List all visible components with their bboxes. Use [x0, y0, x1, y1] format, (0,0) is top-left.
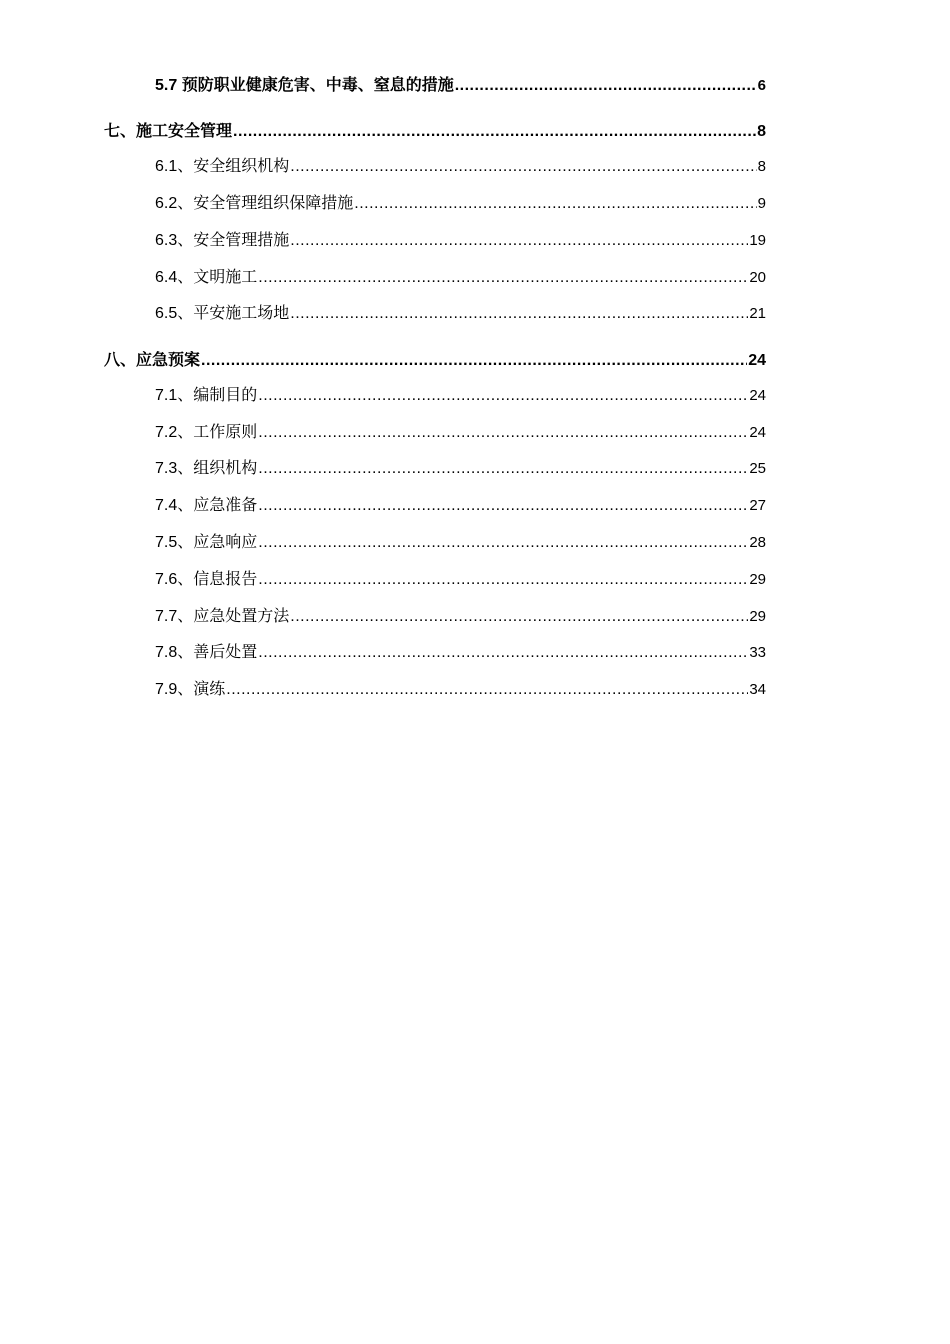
toc-entry-7-9[interactable] — [155, 678, 766, 700]
toc-page-number: 8 — [757, 158, 766, 175]
toc-page-number: 8 — [757, 123, 766, 140]
toc-entry-7-6[interactable] — [155, 568, 766, 590]
toc-page-number: 19 — [749, 232, 766, 249]
toc-dot-leader — [201, 350, 747, 372]
toc-entry-6-5[interactable] — [155, 302, 766, 324]
toc-page-number: 21 — [749, 305, 766, 322]
toc-dot-leader — [290, 230, 748, 252]
toc-entry-title: 八、应急预案 — [104, 350, 201, 369]
toc-entry-7-5[interactable] — [155, 531, 766, 553]
toc-entry-title: 7.3、组织机构 — [155, 458, 258, 477]
toc-dot-leader — [258, 642, 748, 664]
toc-entry-7-7[interactable] — [155, 605, 766, 627]
toc-dot-leader — [258, 267, 748, 289]
toc-entry-title: 7.2、工作原则 — [155, 422, 258, 441]
toc-entry-6-2[interactable] — [155, 192, 766, 214]
toc-entry-6-4[interactable] — [155, 266, 766, 288]
toc-page-number: 28 — [749, 534, 766, 551]
toc-dot-leader — [226, 679, 748, 701]
toc-dot-leader — [258, 532, 748, 554]
toc-entry-title: 6.1、安全组织机构 — [155, 156, 290, 175]
toc-page-number: 24 — [749, 387, 766, 404]
toc-entry-title: 7.7、应急处置方法 — [155, 606, 290, 625]
toc-entry-title: 6.5、平安施工场地 — [155, 303, 290, 322]
toc-entry-7-4[interactable] — [155, 494, 766, 516]
toc-entry-title: 7.4、应急准备 — [155, 495, 258, 514]
toc-page-number: 24 — [749, 424, 766, 441]
toc-dot-leader — [455, 75, 757, 97]
toc-page-number: 29 — [749, 571, 766, 588]
toc-entry-7-3[interactable] — [155, 457, 766, 479]
toc-page-number: 6 — [757, 77, 766, 94]
toc-dot-leader — [258, 495, 748, 517]
toc-page-number: 29 — [749, 608, 766, 625]
toc-entry-title: 7.1、编制目的 — [155, 385, 258, 404]
toc-dot-leader — [258, 422, 748, 444]
toc-entry-title: 七、施工安全管理 — [104, 121, 233, 140]
toc-entry-title: 6.2、安全管理组织保障措施 — [155, 193, 354, 212]
toc-entry-title: 6.4、文明施工 — [155, 267, 258, 286]
toc-dot-leader — [354, 193, 756, 215]
toc-dot-leader — [290, 606, 748, 628]
toc-entry-title: 6.3、安全管理措施 — [155, 230, 290, 249]
toc-entry-chapter-7[interactable] — [104, 120, 766, 142]
toc-entry-7-2[interactable] — [155, 421, 766, 443]
toc-page-number: 25 — [749, 460, 766, 477]
toc-entry-title: 5.7 预防职业健康危害、中毒、窒息的措施 — [155, 75, 454, 94]
toc-page-number: 27 — [749, 497, 766, 514]
toc-page-number: 20 — [749, 269, 766, 286]
toc-dot-leader — [233, 121, 756, 143]
toc-page-number: 33 — [749, 644, 766, 661]
toc-entry-6-3[interactable] — [155, 229, 766, 251]
toc-entry-title: 7.5、应急响应 — [155, 532, 258, 551]
toc-entry-title: 7.6、信息报告 — [155, 569, 258, 588]
toc-entry-title: 7.8、善后处置 — [155, 642, 258, 661]
toc-entry-5-7[interactable] — [155, 74, 766, 96]
toc-dot-leader — [290, 156, 756, 178]
toc-entry-7-8[interactable] — [155, 641, 766, 663]
toc-entry-6-1[interactable] — [155, 155, 766, 177]
toc-page-number: 24 — [748, 352, 766, 369]
toc-entry-chapter-8[interactable] — [104, 349, 766, 371]
toc-entry-title: 7.9、演练 — [155, 679, 226, 698]
toc-page-number: 9 — [757, 195, 766, 212]
toc-dot-leader — [258, 385, 748, 407]
toc-dot-leader — [290, 303, 748, 325]
toc-entry-7-1[interactable] — [155, 384, 766, 406]
toc-page-number: 34 — [749, 681, 766, 698]
toc-dot-leader — [258, 569, 748, 591]
toc-dot-leader — [258, 458, 748, 480]
